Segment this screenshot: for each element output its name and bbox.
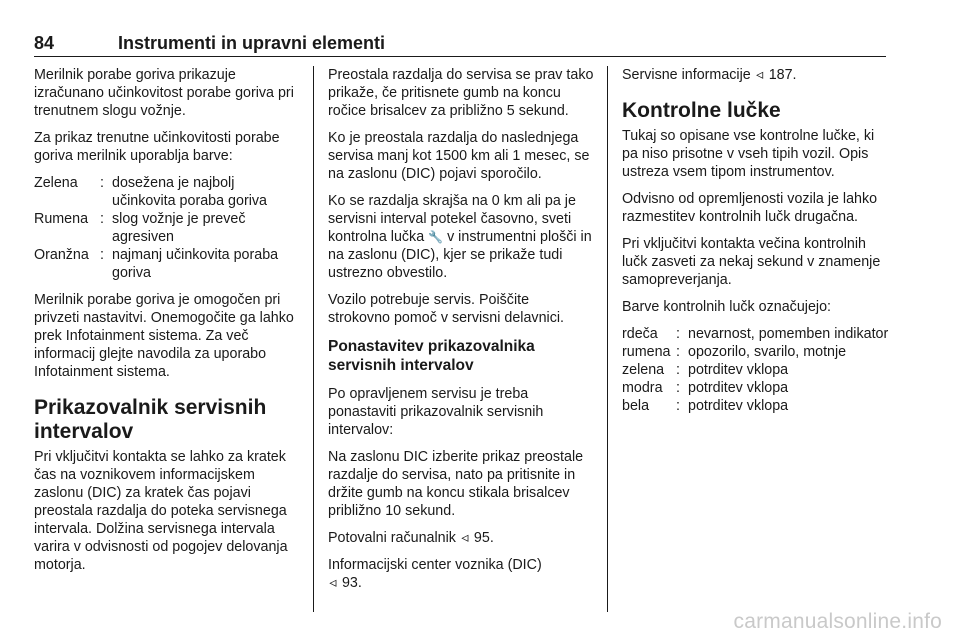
list-term: rumena <box>622 344 671 360</box>
list-item <box>622 343 892 361</box>
page-number: 84 <box>34 33 55 53</box>
list-definition: nevarnost, pomemben indikator <box>688 326 889 342</box>
list-definition: opozorilo, svarilo, motnje <box>688 344 847 360</box>
list-definition: slog vožnje je preveč agresiven <box>112 211 246 245</box>
list-item <box>622 397 892 415</box>
list-term: Oranžna <box>34 247 89 263</box>
paragraph: Pri vključitvi kontakta se lahko za kratek čas na voznikovem informacijskem zaslonu (DIC) za kratek čas pojavi preostala razdalja do poteka servisnega intervala. Dolžina servisnega intervala varira v odvisnosti od pogojev delovanja motorja. <box>34 449 288 573</box>
list-colon: : <box>676 380 680 396</box>
list-item <box>34 174 300 210</box>
list-term: rdeča <box>622 326 658 342</box>
list-item <box>34 246 300 282</box>
paragraph: Na zaslonu DIC izberite prikaz preostale razdalje do servisa, nato pa pritisnite in držite gumb na koncu stikala brisalcev približno 10 sekund. <box>328 449 584 519</box>
list-colon: : <box>100 211 104 227</box>
lamp-color-list <box>622 325 892 415</box>
paragraph: Merilnik porabe goriva je omogočen pri privzeti nastavitvi. Onemogočite ga lahko prek Infotainment sistema. Za več informacij glejte navodila za uporabo Infotainment sistema. <box>34 292 294 380</box>
subsection-heading: Ponastavitev prikazovalnika servisnih intervalov <box>328 338 535 374</box>
column-divider-1 <box>313 66 314 612</box>
reference-page: 93. <box>341 575 362 591</box>
list-term: Rumena <box>34 211 89 227</box>
list-definition: najmanj učinkovita poraba goriva <box>112 247 279 281</box>
list-colon: : <box>676 326 680 342</box>
list-term: bela <box>622 398 650 414</box>
reference-text: Servisne informacije <box>622 67 751 83</box>
list-definition: potrditev vklopa <box>688 398 789 414</box>
list-term: Zelena <box>34 175 78 191</box>
paragraph: Pri vključitvi kontakta večina kontrolnih lučk zasveti za nekaj sekund v znamenje samopreverjanja. <box>622 236 881 288</box>
paragraph: Barve kontrolnih lučk označujejo: <box>622 299 832 315</box>
list-colon: : <box>676 398 680 414</box>
list-item <box>622 361 892 379</box>
paragraph: Merilnik porabe goriva prikazuje izračunano učinkovitost porabe goriva pri trenutnem slogu vožnje. <box>34 67 294 119</box>
cross-reference[interactable] <box>622 66 892 84</box>
paragraph: Ko je preostala razdalja do naslednjega servisa manj kot 1500 km ali 1 mesec, se na zaslonu (DIC) pojavi sporočilo. <box>328 130 590 182</box>
paragraph <box>328 192 594 282</box>
list-item <box>622 325 892 343</box>
column-3 <box>622 66 892 424</box>
paragraph: Tukaj so opisane vse kontrolne lučke, ki pa niso prisotne v vseh tipih vozil. Opis ustreza vsem tipom instrumentov. <box>622 128 875 180</box>
list-colon: : <box>100 247 104 263</box>
column-2 <box>328 66 594 601</box>
section-heading: Kontrolne lučke <box>622 99 781 122</box>
header-rule <box>34 56 886 57</box>
paragraph: Za prikaz trenutne učinkovitosti porabe goriva merilnik uporablja barve: <box>34 130 280 164</box>
wrench-icon: 🔧 <box>428 230 444 244</box>
list-definition: potrditev vklopa <box>688 362 789 378</box>
paragraph: Po opravljenem servisu je treba ponastaviti prikazovalnik servisnih intervalov: <box>328 386 544 438</box>
list-item <box>622 379 892 397</box>
column-divider-2 <box>607 66 608 612</box>
list-colon: : <box>100 175 104 191</box>
page-reference-icon: ◃ <box>756 67 764 83</box>
list-item <box>34 210 300 246</box>
cross-reference[interactable] <box>328 556 594 592</box>
paragraph: Odvisno od opremljenosti vozila je lahko razmestitev kontrolnih lučk drugačna. <box>622 191 878 225</box>
paragraph: Vozilo potrebuje servis. Poiščite strokovno pomoč v servisni delavnici. <box>328 292 564 326</box>
section-heading: Prikazovalnik servisnih intervalov <box>34 396 267 443</box>
list-colon: : <box>676 344 680 360</box>
chapter-title: Instrumenti in upravni elementi <box>118 33 386 53</box>
list-definition: potrditev vklopa <box>688 380 789 396</box>
reference-page: 95. <box>473 530 494 546</box>
watermark: carmanualsonline.info <box>733 610 942 633</box>
cross-reference[interactable] <box>328 529 594 547</box>
paragraph: Preostala razdalja do servisa se prav tako prikaže, če pritisnete gumb na koncu ročice brisalcev za približno 5 sekund. <box>328 67 594 119</box>
paragraph-text: Ko se razdalja skrajša na 0 km ali pa je servisni interval potekel časovno, sveti kontrolna lučka <box>328 193 576 245</box>
page-header <box>34 34 886 52</box>
reference-text: Informacijski center voznika (DIC) <box>328 557 542 573</box>
fuel-color-list <box>34 174 300 282</box>
reference-text: Potovalni računalnik <box>328 530 456 546</box>
list-colon: : <box>676 362 680 378</box>
list-term: modra <box>622 380 663 396</box>
list-term: zelena <box>622 362 665 378</box>
reference-page: 187. <box>768 67 797 83</box>
column-1 <box>34 66 300 583</box>
list-definition: dosežena je najbolj učinkovita poraba goriva <box>112 175 267 209</box>
page-reference-icon: ◃ <box>461 530 469 546</box>
page-reference-icon: ◃ <box>329 575 337 591</box>
paragraph-text: v instrumentni plošči in na zaslonu (DIC), kjer se prikaže tudi ustrezno obvestilo. <box>328 229 592 281</box>
